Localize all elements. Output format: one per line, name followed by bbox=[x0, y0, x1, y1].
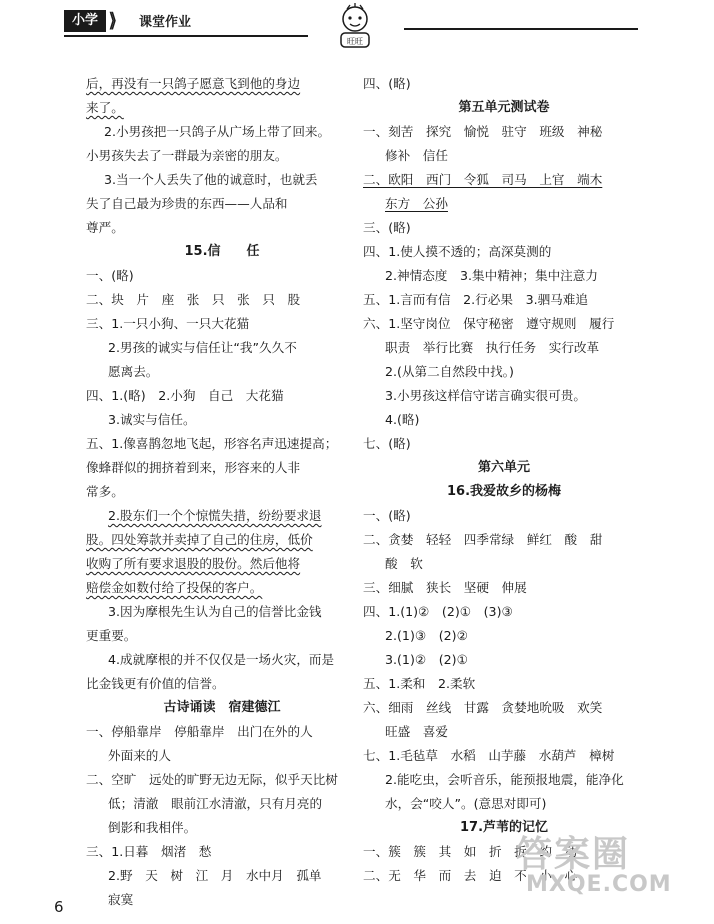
watermark-logo-text: 答案圈 bbox=[516, 834, 631, 875]
answer-line: 2.野 天 树 江 月 水中月 孤单 bbox=[108, 868, 322, 883]
answer-line: 2.小男孩把一只鸽子从广场上带了回来。 bbox=[104, 124, 331, 139]
answer-line: 四、1.(略) 2.小狗 自己 大花猫 bbox=[86, 388, 284, 403]
answer-line: 3.诚实与信任。 bbox=[108, 412, 196, 427]
answer-line: 寂寞 bbox=[108, 892, 134, 907]
answer-line: 股。四处筹款并卖掉了自己的住房，低价 bbox=[86, 532, 313, 547]
answer-line: 旺盛 喜爱 bbox=[385, 724, 448, 739]
answer-line: 愿离去。 bbox=[108, 364, 159, 379]
answer-line: 一、簇 簇 其 如 折 拆 约 动 bbox=[363, 844, 578, 859]
grade-badge: 小学 bbox=[64, 10, 106, 32]
left-column bbox=[86, 72, 358, 912]
answer-line: 4.成就摩根的并不仅仅是一场火灾，而是 bbox=[108, 652, 335, 667]
answer-line: 低；清澈 眼前江水清澈，只有月亮的 bbox=[108, 796, 323, 811]
answer-line: 小男孩失去了一群最为亲密的朋友。 bbox=[86, 148, 288, 163]
answer-line: 修补 信任 bbox=[385, 148, 448, 163]
answer-line: 三、1.一只小狗、一只大花猫 bbox=[86, 316, 250, 331]
answer-line: 五、1.言而有信 2.行必果 3.驷马难追 bbox=[363, 292, 588, 307]
page-header bbox=[0, 0, 714, 46]
answer-line: 三、细腻 狭长 坚硬 伸展 bbox=[363, 580, 527, 595]
answer-line: 失了自己最为珍贵的东西——人品和 bbox=[86, 196, 288, 211]
answer-line: 后，再没有一只鸽子愿意飞到他的身边 bbox=[86, 76, 301, 91]
answer-line: 六、细雨 丝线 甘露 贪婪地吮吸 欢笑 bbox=[363, 700, 603, 715]
answer-line: 七、1.毛毡草 水稻 山芋藤 水葫芦 樟树 bbox=[363, 748, 615, 763]
answer-line: 2.男孩的诚实与信任让“我”久久不 bbox=[108, 340, 297, 355]
answer-line: 外面来的人 bbox=[108, 748, 171, 763]
answer-line: 2.(从第二自然段中找。) bbox=[385, 364, 514, 379]
answer-line: 水，会“咬人”。(意思对即可) bbox=[385, 796, 547, 811]
lesson-title: 16.我爱故乡的杨梅 bbox=[446, 484, 562, 499]
answer-line: 四、1.使人摸不透的；高深莫测的 bbox=[363, 244, 552, 259]
lesson-title: 17.芦苇的记忆 bbox=[459, 820, 549, 835]
answer-line: 2.能吃虫，会听音乐，能预报地震，能净化 bbox=[385, 772, 624, 787]
lesson-title: 古诗诵读 宿建德江 bbox=[163, 700, 281, 715]
answer-line: 一、停船靠岸 停船靠岸 出门在外的人 bbox=[86, 724, 313, 739]
answer-line: 赔偿金如数付给了投保的客户。 bbox=[86, 580, 263, 595]
watermark-url: MXQE.COM bbox=[526, 872, 672, 897]
answer-line: 3.因为摩根先生认为自己的信誉比金钱 bbox=[108, 604, 322, 619]
answer-line: 一、(略) bbox=[363, 508, 411, 523]
mascot-text: 旺旺 bbox=[347, 37, 363, 46]
answer-line: 五、1.像喜鹊忽地飞起，形容名声迅速提高； bbox=[86, 436, 338, 451]
right-column bbox=[363, 72, 645, 888]
chevron-decoration-icon: ⟩⟩ bbox=[108, 8, 112, 32]
header-title: 课堂作业 bbox=[139, 15, 192, 30]
answer-line: 东方 公孙 bbox=[385, 196, 448, 211]
answer-line: 酸 软 bbox=[385, 556, 423, 571]
answer-line: 2.股东们一个个惊慌失措，纷纷要求退 bbox=[108, 508, 322, 523]
answer-line: 一、(略) bbox=[86, 268, 134, 283]
unit-title: 第六单元 bbox=[477, 460, 530, 475]
answer-line: 4.(略) bbox=[385, 412, 420, 427]
answer-line: 二、贪婪 轻轻 四季常绿 鲜红 酸 甜 bbox=[363, 532, 603, 547]
mascot-icon bbox=[323, 3, 387, 51]
answer-line: 3.小男孩这样信守诺言确实很可贵。 bbox=[385, 388, 586, 403]
answer-line: 比金钱更有价值的信誉。 bbox=[86, 676, 225, 691]
answer-line: 一、刻苦 探究 愉悦 驻守 班级 神秘 bbox=[363, 124, 603, 139]
answer-line: 来了。 bbox=[86, 100, 124, 115]
header-rule-left bbox=[64, 35, 308, 37]
answer-line: 倒影和我相伴。 bbox=[108, 820, 197, 835]
answer-line: 七、(略) bbox=[363, 436, 411, 451]
answer-line: 二、欧阳 西门 令狐 司马 上官 端木 bbox=[363, 172, 603, 187]
lesson-title: 15.信 任 bbox=[184, 244, 260, 259]
answer-line: 二、空旷 远处的旷野无边无际，似乎天比树 bbox=[86, 772, 338, 787]
answer-line: 六、1.坚守岗位 保守秘密 遵守规则 履行 bbox=[363, 316, 615, 331]
answer-line: 五、1.柔和 2.柔软 bbox=[363, 676, 476, 691]
answer-line: 三、1.日暮 烟渚 愁 bbox=[86, 844, 212, 859]
answer-line: 像蜂群似的拥挤着到来，形容来的人非 bbox=[86, 460, 301, 475]
answer-line: 二、块 片 座 张 只 张 只 股 bbox=[86, 292, 301, 307]
answer-line: 3.当一个人丢失了他的诚意时，也就丢 bbox=[104, 172, 318, 187]
answer-line: 尊严。 bbox=[86, 220, 124, 235]
answer-line: 2.神情态度 3.集中精神；集中注意力 bbox=[385, 268, 598, 283]
answer-line: 收购了所有要求退股的股份。然后他将 bbox=[86, 556, 301, 571]
answer-line: 三、(略) bbox=[363, 220, 411, 235]
watermark bbox=[516, 826, 684, 910]
answer-line: 四、(略) bbox=[363, 76, 411, 91]
answer-line: 二、无 华 而 去 迫 不 小 心 bbox=[363, 868, 578, 883]
answer-line: 常多。 bbox=[86, 484, 124, 499]
answer-line: 2.(1)③ (2)② bbox=[385, 628, 468, 643]
answer-line: 更重要。 bbox=[86, 628, 137, 643]
header-rule-right bbox=[404, 28, 638, 30]
answer-line: 3.(1)② (2)① bbox=[385, 652, 468, 667]
answer-line: 四、1.(1)② (2)① (3)③ bbox=[363, 604, 513, 619]
page-number: 6 bbox=[54, 898, 64, 916]
answer-line: 职责 举行比赛 执行任务 实行改革 bbox=[385, 340, 600, 355]
unit-test-title: 第五单元测试卷 bbox=[458, 100, 550, 115]
